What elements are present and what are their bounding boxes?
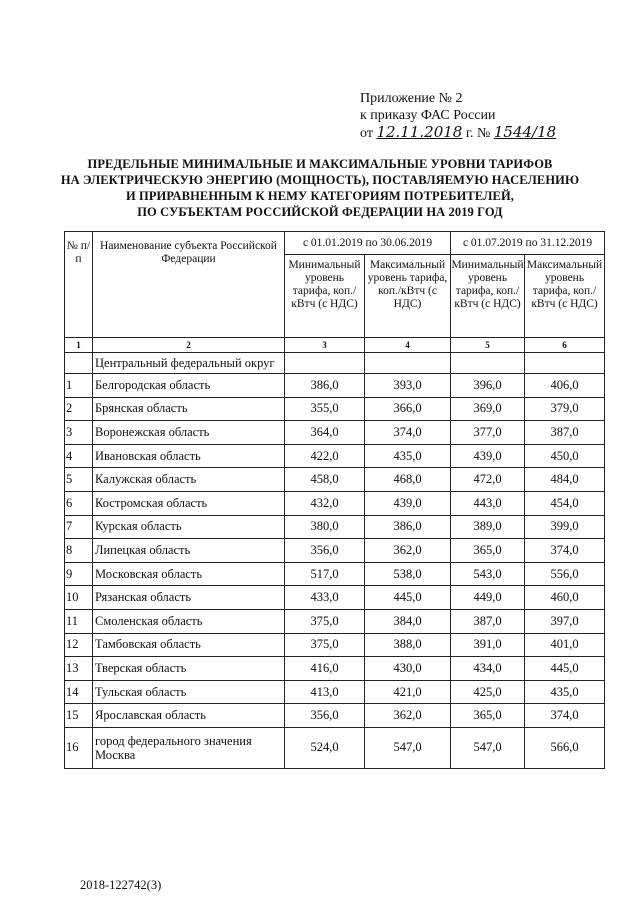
- row-number: 5: [65, 468, 93, 492]
- title-line-4: ПО СУБЪЕКТАМ РОССИЙСКОЙ ФЕДЕРАЦИИ НА 2019 ГОД: [137, 205, 503, 219]
- region-name: Воронежская область: [93, 421, 285, 445]
- appendix-order-ref: к приказу ФАС России: [360, 108, 496, 123]
- max-tariff-h2: 556,0: [525, 562, 605, 586]
- max-tariff-h1: 393,0: [365, 374, 451, 398]
- header-max-1: Максимальный уровень тарифа, коп./кВтч (с НДС): [365, 255, 451, 338]
- appendix-block: [360, 90, 556, 142]
- column-number: 5: [451, 338, 525, 353]
- min-tariff-h2: 396,0: [451, 374, 525, 398]
- max-tariff-h2: 454,0: [525, 491, 605, 515]
- column-number-row: [65, 338, 605, 353]
- row-number: 13: [65, 657, 93, 681]
- max-tariff-h2: 435,0: [525, 680, 605, 704]
- min-tariff-h1: 517,0: [285, 562, 365, 586]
- min-tariff-h1: 355,0: [285, 397, 365, 421]
- row-number: 14: [65, 680, 93, 704]
- min-tariff-h2: 434,0: [451, 657, 525, 681]
- table-row: [65, 704, 605, 728]
- appendix-prefix: от: [360, 126, 373, 141]
- table-row: [65, 374, 605, 398]
- header-row-periods: [65, 232, 605, 255]
- header-period-2: с 01.07.2019 по 31.12.2019: [451, 232, 605, 255]
- row-number: 10: [65, 586, 93, 610]
- region-name: Калужская область: [93, 468, 285, 492]
- row-number: 2: [65, 397, 93, 421]
- max-tariff-h1: 439,0: [365, 491, 451, 515]
- table-row: [65, 727, 605, 768]
- empty-cell: [525, 353, 605, 374]
- region-name: Тверская область: [93, 657, 285, 681]
- max-tariff-h1: 362,0: [365, 704, 451, 728]
- max-tariff-h1: 421,0: [365, 680, 451, 704]
- region-name: Ивановская область: [93, 444, 285, 468]
- max-tariff-h1: 445,0: [365, 586, 451, 610]
- table-row: [65, 491, 605, 515]
- max-tariff-h1: 374,0: [365, 421, 451, 445]
- district-name: Центральный федеральный округ: [93, 353, 285, 374]
- header-period-1: с 01.01.2019 по 30.06.2019: [285, 232, 451, 255]
- empty-cell: [65, 353, 93, 374]
- tariff-table: [64, 231, 605, 769]
- max-tariff-h2: 379,0: [525, 397, 605, 421]
- region-name: Московская область: [93, 562, 285, 586]
- min-tariff-h2: 547,0: [451, 727, 525, 768]
- max-tariff-h2: 374,0: [525, 704, 605, 728]
- min-tariff-h1: 375,0: [285, 633, 365, 657]
- row-number: 1: [65, 374, 93, 398]
- min-tariff-h2: 543,0: [451, 562, 525, 586]
- min-tariff-h1: 375,0: [285, 609, 365, 633]
- district-row: [65, 353, 605, 374]
- region-name: Ярославская область: [93, 704, 285, 728]
- max-tariff-h1: 386,0: [365, 515, 451, 539]
- max-tariff-h2: 450,0: [525, 444, 605, 468]
- region-name: Липецкая область: [93, 539, 285, 563]
- table-row: [65, 657, 605, 681]
- header-min-1: Минимальный уровень тарифа, коп./кВтч (с НДС): [285, 255, 365, 338]
- min-tariff-h2: 439,0: [451, 444, 525, 468]
- order-date: 12.11.2018: [376, 123, 463, 141]
- document-id: 2018-122742(3): [80, 878, 162, 892]
- row-number: 15: [65, 704, 93, 728]
- region-rows: [65, 374, 605, 769]
- row-number: 12: [65, 633, 93, 657]
- max-tariff-h2: 397,0: [525, 609, 605, 633]
- column-number: 1: [65, 338, 93, 353]
- column-number: 4: [365, 338, 451, 353]
- table-row: [65, 633, 605, 657]
- empty-cell: [365, 353, 451, 374]
- min-tariff-h2: 365,0: [451, 704, 525, 728]
- table-row: [65, 562, 605, 586]
- row-number: 4: [65, 444, 93, 468]
- max-tariff-h2: 399,0: [525, 515, 605, 539]
- header-max-2: Максимальный уровень тарифа, коп./кВтч (с НДС): [525, 255, 605, 338]
- table-row: [65, 444, 605, 468]
- column-number: 3: [285, 338, 365, 353]
- title-line-2: НА ЭЛЕКТРИЧЕСКУЮ ЭНЕРГИЮ (МОЩНОСТЬ), ПОСТАВЛЯЕМУЮ НАСЕЛЕНИЮ: [60, 173, 580, 187]
- region-name: Тамбовская область: [93, 633, 285, 657]
- region-name: Рязанская область: [93, 586, 285, 610]
- region-name: город федерального значения Москва: [93, 727, 285, 768]
- max-tariff-h1: 366,0: [365, 397, 451, 421]
- row-number: 6: [65, 491, 93, 515]
- max-tariff-h1: 362,0: [365, 539, 451, 563]
- header-min-2: Минимальный уровень тарифа, коп./кВтч (с НДС): [451, 255, 525, 338]
- region-name: Смоленская область: [93, 609, 285, 633]
- appendix-number-label: г. №: [465, 126, 491, 141]
- min-tariff-h2: 472,0: [451, 468, 525, 492]
- row-number: 11: [65, 609, 93, 633]
- column-number: 6: [525, 338, 605, 353]
- max-tariff-h2: 401,0: [525, 633, 605, 657]
- region-name: Костромская область: [93, 491, 285, 515]
- min-tariff-h1: 458,0: [285, 468, 365, 492]
- title-line-3: И ПРИРАВНЕННЫМ К НЕМУ КАТЕГОРИЯМ ПОТРЕБИТЕЛЕЙ,: [125, 189, 515, 203]
- min-tariff-h2: 389,0: [451, 515, 525, 539]
- min-tariff-h1: 413,0: [285, 680, 365, 704]
- empty-cell: [451, 353, 525, 374]
- row-number: 8: [65, 539, 93, 563]
- min-tariff-h2: 387,0: [451, 609, 525, 633]
- min-tariff-h2: 449,0: [451, 586, 525, 610]
- max-tariff-h2: 387,0: [525, 421, 605, 445]
- row-number: 16: [65, 727, 93, 768]
- min-tariff-h1: 432,0: [285, 491, 365, 515]
- max-tariff-h2: 484,0: [525, 468, 605, 492]
- max-tariff-h1: 430,0: [365, 657, 451, 681]
- table-row: [65, 468, 605, 492]
- min-tariff-h1: 433,0: [285, 586, 365, 610]
- table-row: [65, 539, 605, 563]
- header-subject-name: Наименование субъекта Российской Федерации: [93, 232, 285, 338]
- column-number: 2: [93, 338, 285, 353]
- min-tariff-h1: 380,0: [285, 515, 365, 539]
- min-tariff-h2: 369,0: [451, 397, 525, 421]
- region-name: Тульская область: [93, 680, 285, 704]
- min-tariff-h1: 416,0: [285, 657, 365, 681]
- row-number: 7: [65, 515, 93, 539]
- table-row: [65, 586, 605, 610]
- max-tariff-h2: 445,0: [525, 657, 605, 681]
- row-number: 9: [65, 562, 93, 586]
- min-tariff-h2: 443,0: [451, 491, 525, 515]
- max-tariff-h2: 406,0: [525, 374, 605, 398]
- max-tariff-h1: 468,0: [365, 468, 451, 492]
- max-tariff-h2: 566,0: [525, 727, 605, 768]
- table-row: [65, 609, 605, 633]
- min-tariff-h1: 386,0: [285, 374, 365, 398]
- order-number: 1544/18: [493, 123, 557, 141]
- max-tariff-h1: 384,0: [365, 609, 451, 633]
- region-name: Белгородская область: [93, 374, 285, 398]
- max-tariff-h2: 374,0: [525, 539, 605, 563]
- min-tariff-h2: 377,0: [451, 421, 525, 445]
- appendix-title: Приложение № 2: [360, 91, 463, 106]
- min-tariff-h1: 364,0: [285, 421, 365, 445]
- header-no: № п/п: [65, 232, 93, 338]
- min-tariff-h1: 422,0: [285, 444, 365, 468]
- document-title: [40, 156, 600, 220]
- max-tariff-h1: 547,0: [365, 727, 451, 768]
- max-tariff-h1: 538,0: [365, 562, 451, 586]
- table-row: [65, 515, 605, 539]
- region-name: Курская область: [93, 515, 285, 539]
- min-tariff-h1: 524,0: [285, 727, 365, 768]
- table-row: [65, 680, 605, 704]
- empty-cell: [285, 353, 365, 374]
- region-name: Брянская область: [93, 397, 285, 421]
- min-tariff-h2: 391,0: [451, 633, 525, 657]
- min-tariff-h2: 425,0: [451, 680, 525, 704]
- min-tariff-h1: 356,0: [285, 704, 365, 728]
- min-tariff-h2: 365,0: [451, 539, 525, 563]
- title-line-1: ПРЕДЕЛЬНЫЕ МИНИМАЛЬНЫЕ И МАКСИМАЛЬНЫЕ УРОВНИ ТАРИФОВ: [87, 157, 553, 171]
- max-tariff-h2: 460,0: [525, 586, 605, 610]
- min-tariff-h1: 356,0: [285, 539, 365, 563]
- row-number: 3: [65, 421, 93, 445]
- table-row: [65, 397, 605, 421]
- table-row: [65, 421, 605, 445]
- max-tariff-h1: 388,0: [365, 633, 451, 657]
- appendix-date-line: [360, 124, 556, 142]
- max-tariff-h1: 435,0: [365, 444, 451, 468]
